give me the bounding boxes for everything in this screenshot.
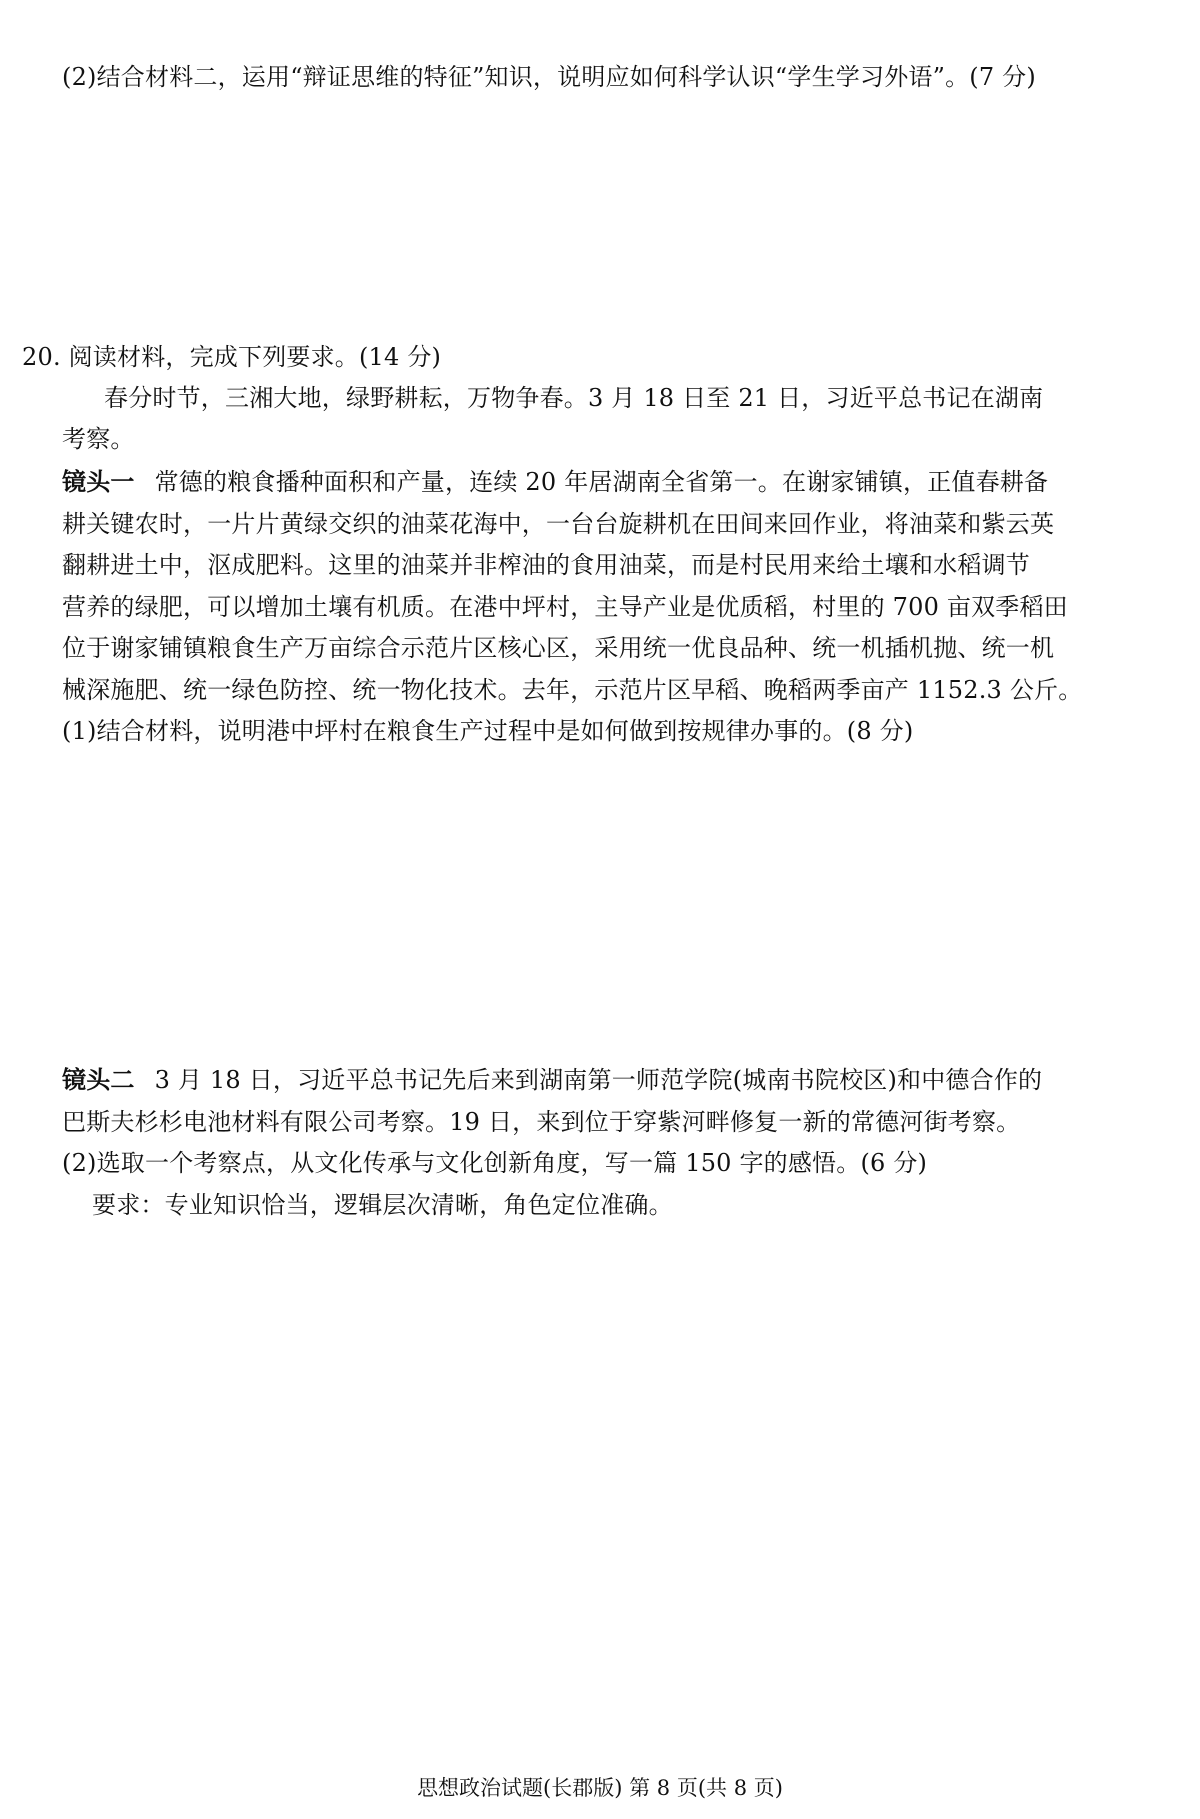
q20-part2-question: (2)选取一个考察点，从文化传承与文化创新角度，写一篇 150 字的感悟。(6 分) (62, 1149, 928, 1177)
q20-intro-line-2: 考察。 (62, 425, 135, 453)
q20-heading: 20. 阅读材料，完成下列要求。(14 分) (22, 343, 442, 371)
shot1-line-1 (62, 465, 1192, 499)
shot1-line-2: 耕关键农时，一片片黄绿交织的油菜花海中，一台台旋耕机在田间来回作业，将油菜和紫云英 (62, 510, 1055, 538)
shot1-line-3: 翻耕进土中，沤成肥料。这里的油菜并非榨油的食用油菜，而是村民用来给土壤和水稻调节 (62, 551, 1030, 579)
q20-intro-line-1: 春分时节，三湘大地，绿野耕耘，万物争春。3 月 18 日至 21 日，习近平总书记在湖南 (104, 384, 1044, 412)
shot1-text-1: 常德的粮食播种面积和产量，连续 20 年居湖南全省第一。在谢家铺镇，正值春耕备 (154, 468, 1049, 496)
shot1-line-6: 械深施肥、统一绿色防控、统一物化技术。去年，示范片区早稻、晚稻两季亩产 1152.3 公斤。 (62, 676, 1083, 704)
q20-requirement: 要求：专业知识恰当，逻辑层次清晰，角色定位准确。 (92, 1191, 673, 1219)
shot2-line-2: 巴斯夫杉杉电池材料有限公司考察。19 日，来到位于穿紫河畔修复一新的常德河街考察。 (62, 1108, 1021, 1136)
page-footer: 思想政治试题(长郡版) 第 8 页(共 8 页) (417, 1776, 783, 1800)
shot2-label: 镜头二 (62, 1065, 135, 1094)
q20-part1-question: (1)结合材料，说明港中坪村在粮食生产过程中是如何做到按规律办事的。(8 分) (62, 717, 914, 745)
shot2-text-1: 3 月 18 日，习近平总书记先后来到湖南第一师范学院(城南书院校区)和中德合作的 (154, 1066, 1043, 1094)
shot1-label: 镜头一 (62, 467, 135, 496)
shot2-line-1 (62, 1063, 1192, 1097)
shot1-line-4: 营养的绿肥，可以增加土壤有机质。在港中坪村，主导产业是优质稻，村里的 700 亩双季稻田 (62, 593, 1068, 621)
q19-part2-question: (2)结合材料二，运用“辩证思维的特征”知识，说明应如何科学认识“学生学习外语”。(7 分) (62, 63, 1036, 91)
shot1-line-5: 位于谢家铺镇粮食生产万亩综合示范片区核心区，采用统一优良品种、统一机插机抛、统一机 (62, 634, 1055, 662)
